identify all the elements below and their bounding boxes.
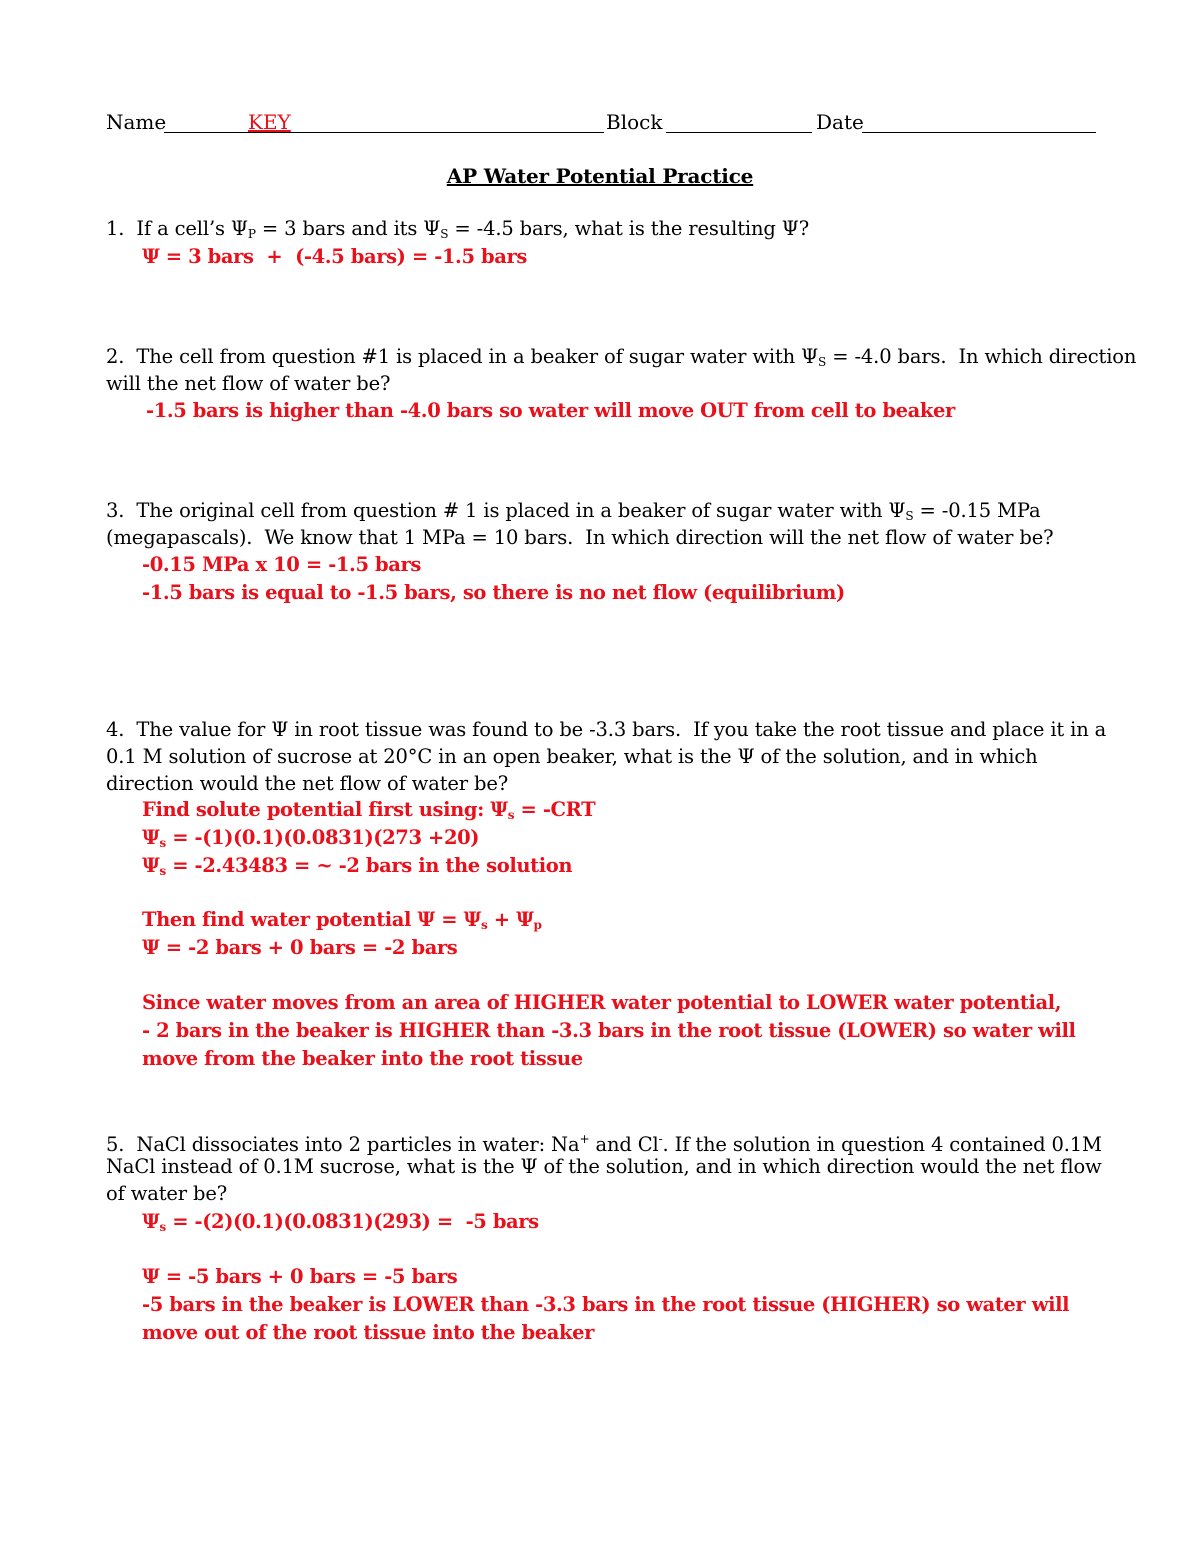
question-3-answer-1: -0.15 MPa x 10 = -1.5 bars [142,553,421,576]
date-label: Date [816,110,864,134]
question-4-prompt-line-3: direction would the net flow of water be? [106,772,509,795]
block-underline [666,132,812,133]
question-4-answer-8: move from the beaker into the root tissue [142,1047,583,1070]
name-underline [164,132,604,133]
date-underline [862,132,1096,133]
question-5-answer-2: Ψ = -5 bars + 0 bars = -5 bars [142,1265,458,1288]
question-5-prompt-line-2: NaCl instead of 0.1M sucrose, what is the Ψ of the solution, and in which direction would the net flow [106,1155,1102,1178]
question-4-answer-5: Ψ = -2 bars + 0 bars = -2 bars [142,936,458,959]
question-5-prompt-line-1: 5. NaCl dissociates into 2 particles in water: Na+ and Cl-. If the solution in question 4 contained 0.1M [106,1132,1102,1156]
question-1-prompt: 1. If a cell’s $\Psi_P = 3$ bars and its $\Psi_S = -4.5$ bars, what is the resulting Ψ? [106,217,810,241]
question-4-prompt-line-1: 4. The value for Ψ in root tissue was found to be -3.3 bars. If you take the root tissue and place it in a [106,718,1107,741]
question-2-prompt-line-1: 2. The cell from question #1 is placed in a beaker of sugar water with $\Psi_S = -4.0$ bars. In which direction [106,345,1137,369]
question-4-prompt-line-2: 0.1 M solution of sucrose at 20°C in an open beaker, what is the Ψ of the solution, and in which [106,745,1038,768]
question-3-prompt-line-2: (megapascals). We know that 1 MPa = 10 bars. In which direction will the net flow of water be? [106,526,1054,549]
question-3-answer-2: -1.5 bars is equal to -1.5 bars, so there is no net flow (equilibrium) [142,581,845,604]
question-5-answer-3: -5 bars in the beaker is LOWER than -3.3 bars in the root tissue (HIGHER) so water will [142,1293,1070,1316]
question-5-answer-1: $\Psi_s = -(2)(0.1)(0.0831)(293) = -5$ bars [142,1210,539,1234]
question-2-prompt-line-2: will the net flow of water be? [106,372,391,395]
question-3-prompt-line-1: 3. The original cell from question # 1 is placed in a beaker of sugar water with $\Psi_S = -0.15$ MPa [106,499,1041,523]
question-5-answer-4: move out of the root tissue into the beaker [142,1321,594,1344]
name-label: Name [106,110,167,134]
question-1-answer: Ψ = 3 bars + (-4.5 bars) = -1.5 bars [142,245,527,268]
question-4-answer-4: Then find water potential $\Psi = \Psi_s + \Psi_p$ [142,908,542,932]
question-5-prompt-line-3: of water be? [106,1182,228,1205]
question-4-answer-2: $\Psi_s = -(1)(0.1)(0.0831)(273 +20)$ [142,826,480,850]
question-4-answer-6: Since water moves from an area of HIGHER water potential to LOWER water potential, [142,991,1062,1014]
question-2-answer: -1.5 bars is higher than -4.0 bars so water will move OUT from cell to beaker [146,399,955,422]
question-4-answer-7: - 2 bars in the beaker is HIGHER than -3.3 bars in the root tissue (LOWER) so water will [142,1019,1076,1042]
question-4-answer-3: $\Psi_s = -2.43483$ = ~ -2 bars in the solution [142,854,573,878]
block-label: Block [606,110,663,134]
name-value: KEY [248,110,291,134]
page-title: AP Water Potential Practice [446,164,754,188]
question-4-answer-1: Find solute potential first using: $\Psi_s = -CRT$ [142,798,596,822]
